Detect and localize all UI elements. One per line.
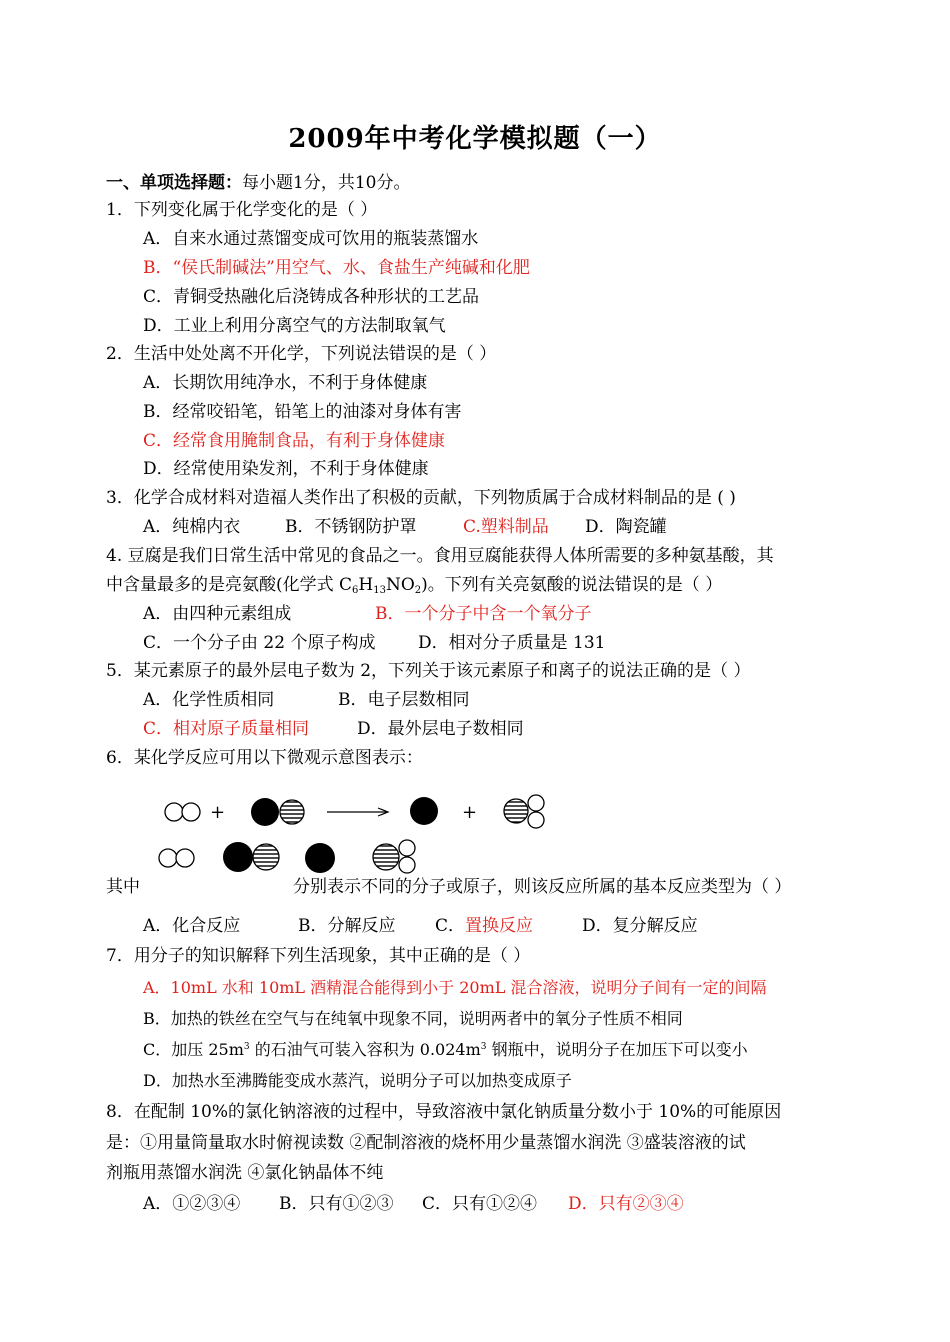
q8-option-d: D．只有②③④ xyxy=(568,1194,684,1214)
q7-option-d: D．加热水至沸腾能变成水蒸汽，说明分子可以加热变成原子 xyxy=(143,1071,572,1090)
q4-stem-pre: 中含量最多的是亮氨酸(化学式 C xyxy=(106,575,353,595)
q4-formula-no: NO xyxy=(385,575,415,595)
product-hatched-white-molecule xyxy=(504,795,544,828)
q4-option-a: A．由四种元素组成 xyxy=(143,604,292,624)
q7-option-a: A．10mL 水和 10mL 酒精混合能得到小于 20mL 混合溶液，说明分子间有一定的间隔 xyxy=(143,978,767,997)
q8-stem-line1: 8．在配制 10%的氯化钠溶液的过程中，导致溶液中氯化钠质量分数小于 10%的可能原因 xyxy=(106,1102,782,1122)
q3-stem: 3．化学合成材料对造福人类作出了积极的贡献，下列物质属于合成材料制品的是 ( ) xyxy=(106,488,736,508)
q3-option-d: D．陶瓷罐 xyxy=(585,517,667,537)
q4-sub-h: 13 xyxy=(373,585,386,596)
q6-stem: 6．某化学反应可用以下微观示意图表示： xyxy=(106,748,423,768)
reaction-arrow xyxy=(327,808,388,816)
q3-option-b: B．不锈钢防护罩 xyxy=(285,517,417,537)
q4-option-d: D．相对分子质量是 131 xyxy=(418,633,606,653)
plus-sign-1: + xyxy=(210,802,226,823)
q8-options xyxy=(143,1193,684,1215)
q3-option-a: A．纯棉内衣 xyxy=(143,517,241,537)
q6-option-c xyxy=(435,915,582,937)
q5-option-a: A．化学性质相同 xyxy=(143,690,275,710)
q5-option-b: B．电子层数相同 xyxy=(338,690,470,710)
q6-legend-pre: 其中 xyxy=(106,877,140,897)
q6-option-c-letter: C． xyxy=(435,916,466,936)
q7-option-c-mid: 的石油气可装入容积为 0.024m xyxy=(249,1040,481,1059)
q4-option-c: C．一个分子由 22 个原子构成 xyxy=(143,633,376,653)
q6-option-c-text: 置换反应 xyxy=(465,916,534,936)
q8-option-a: A．①②③④ xyxy=(143,1194,241,1214)
product-black-atom xyxy=(410,797,438,825)
section-note: 每小题1分，共10分。 xyxy=(242,173,411,193)
q1-option-a: A．自来水通过蒸馏变成可饮用的瓶装蒸馏水 xyxy=(143,229,479,249)
plus-sign-2: + xyxy=(462,802,478,823)
q7-sup-2: 3 xyxy=(480,1042,487,1052)
q2-option-c: C．经常食用腌制食品，有利于身体健康 xyxy=(143,431,446,451)
q2-option-b: B．经常咬铅笔，铅笔上的油漆对身体有害 xyxy=(143,402,462,422)
q5-stem: 5．某元素原子的最外层电子数为 2，下列关于该元素原子和离子的说法正确的是（ ） xyxy=(106,661,751,681)
legend-white-molecule xyxy=(159,849,194,867)
q8-stem-line2: 是：①用量筒量取水时俯视读数 ②配制溶液的烧杯用少量蒸馏水润洗 ③盛装溶液的试 xyxy=(106,1133,746,1153)
q7-option-c-post: 钢瓶中，说明分子在加压下可以变小 xyxy=(486,1040,748,1059)
q5-option-d: D．最外层电子数相同 xyxy=(357,719,524,739)
q7-option-c-pre: C．加压 25m xyxy=(143,1040,244,1059)
legend-black-atom xyxy=(305,843,335,873)
q4-formula-h: H xyxy=(358,575,374,595)
q1-option-d: D．工业上利用分离空气的方法制取氧气 xyxy=(143,316,446,336)
q2-option-d: D．经常使用染发剂，不利于身体健康 xyxy=(143,459,429,479)
q6-legend-post: 分别表示不同的分子或原子，则该反应所属的基本反应类型为（ ） xyxy=(293,877,792,897)
q7-sup-1: 3 xyxy=(243,1042,250,1052)
q4-sub-c: 6 xyxy=(352,585,359,596)
q5-option-c: C．相对原子质量相同 xyxy=(143,719,310,739)
q7-stem: 7．用分子的知识解释下列生活现象，其中正确的是（ ） xyxy=(106,946,531,966)
q1-stem: 1．下列变化属于化学变化的是（ ） xyxy=(106,200,378,220)
legend-black-hatched-molecule xyxy=(223,842,279,872)
q4-stem-post: )。下列有关亮氨酸的说法错误的是（ ） xyxy=(421,575,723,595)
q1-option-b: B．“侯氏制碱法”用空气、水、食盐生产纯碱和化肥 xyxy=(143,258,530,278)
q6-option-a: A．化合反应 xyxy=(143,916,241,936)
page-title: 2009年中考化学模拟题（一） xyxy=(288,124,662,154)
q2-option-a: A．长期饮用纯净水，不利于身体健康 xyxy=(143,373,428,393)
q4-sub-o: 2 xyxy=(414,585,422,596)
q6-options xyxy=(143,915,698,937)
q2-stem: 2．生活中处处离不开化学，下列说法错误的是（ ） xyxy=(106,344,497,364)
q6-option-b: B．分解反应 xyxy=(298,916,396,936)
q8-option-b: B．只有①②③ xyxy=(279,1194,394,1214)
q8-option-c: C．只有①②④ xyxy=(422,1194,538,1214)
q6-option-d: D．复分解反应 xyxy=(582,916,698,936)
legend-hatched-white-molecule xyxy=(373,840,415,873)
q8-stem-line3: 剂瓶用蒸馏水润洗 ④氯化钠晶体不纯 xyxy=(106,1163,384,1183)
q7-option-c xyxy=(143,1039,748,1061)
q3-option-c: C.塑料制品 xyxy=(463,517,549,537)
q4-option-b: B．一个分子中含一个氧分子 xyxy=(375,604,592,624)
reactant-white-molecule xyxy=(165,803,200,821)
q4-stem-line1: 4. 豆腐是我们日常生活中常见的食品之一。食用豆腐能获得人体所需要的多种氨基酸，其 xyxy=(106,546,774,566)
reactant-black-hatched-molecule xyxy=(251,798,304,826)
q1-option-c: C．青铜受热融化后浇铸成各种形状的工艺品 xyxy=(143,287,480,307)
section-heading: 一、单项选择题： xyxy=(106,173,242,193)
q7-option-b: B．加热的铁丝在空气与在纯氧中现象不同，说明两者中的氧分子性质不相同 xyxy=(143,1009,683,1028)
